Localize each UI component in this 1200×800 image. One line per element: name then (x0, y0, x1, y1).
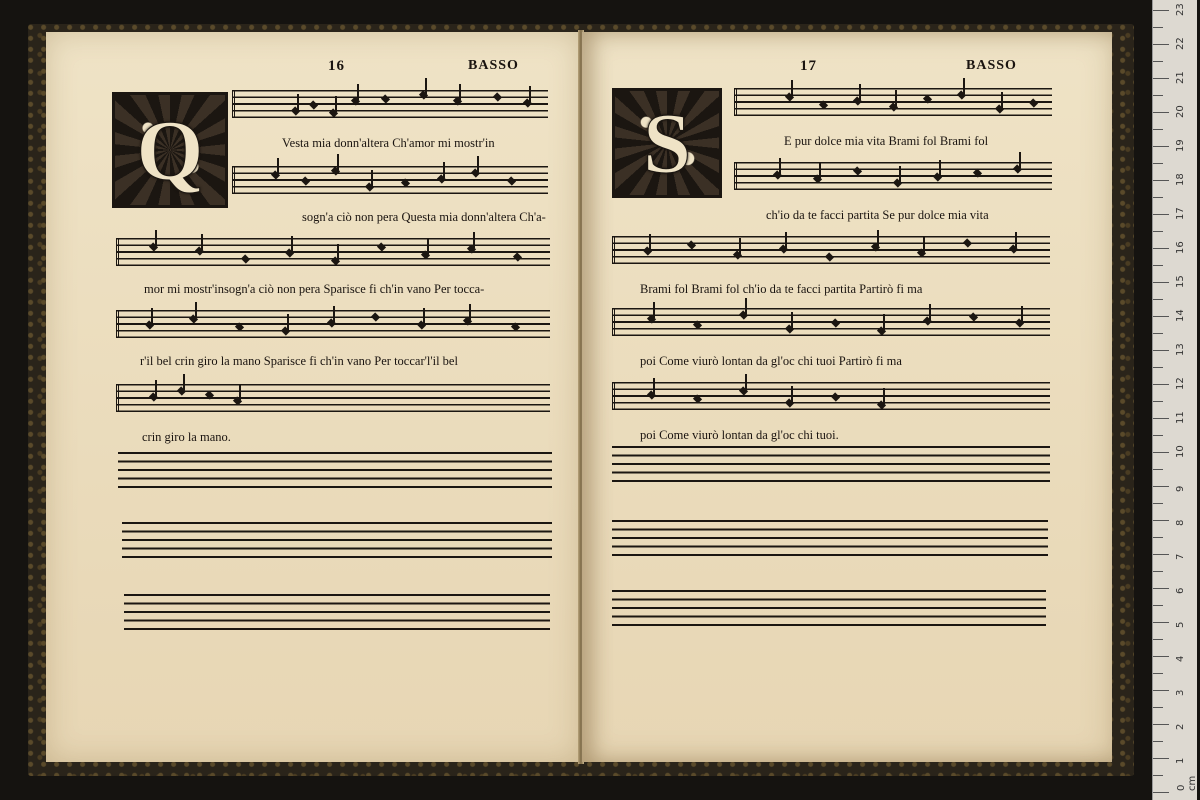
ruler-label: 18 (1175, 173, 1186, 186)
note-stem (151, 308, 153, 324)
ruler-half-tick (1153, 27, 1163, 28)
staff-5 (116, 384, 550, 412)
left-page-number: 16 (328, 58, 345, 74)
note (233, 396, 242, 405)
ruler-label: 11 (1175, 411, 1186, 424)
note (149, 242, 158, 251)
note (819, 100, 828, 109)
staff-1 (734, 88, 1052, 116)
ruler-tick (1153, 792, 1169, 793)
ruler-label: 2 (1175, 723, 1186, 730)
ruler-half-tick (1153, 605, 1163, 606)
ruler-tick (1153, 44, 1169, 45)
empty-staff (612, 446, 1050, 482)
note (973, 168, 982, 177)
note (687, 240, 696, 249)
note-stem (653, 378, 655, 394)
note (493, 92, 502, 101)
note (177, 386, 186, 395)
note (453, 96, 462, 105)
note (329, 108, 338, 117)
ruler-label: 8 (1175, 519, 1186, 526)
ruler-label: 12 (1175, 377, 1186, 390)
ruler-label: 10 (1175, 445, 1186, 458)
note-stem (1019, 152, 1021, 168)
note (647, 390, 656, 399)
note (813, 174, 822, 183)
lyric-line-1: E pur dolce mia vita Brami fol Brami fol (784, 134, 989, 148)
note-stem (963, 78, 965, 94)
ruler-half-tick (1153, 639, 1163, 640)
note (467, 244, 476, 253)
ruler-half-tick (1153, 435, 1163, 436)
note-stem (473, 232, 475, 248)
note-stem (895, 90, 897, 106)
lyric-line-1: Vesta mia donn'altera Ch'amor mi mostr'in (282, 136, 495, 150)
note (831, 318, 840, 327)
note-stem (337, 244, 339, 260)
decorated-initial-q (112, 92, 228, 208)
ruler-tick (1153, 554, 1169, 555)
note-stem (791, 312, 793, 328)
ruler-half-tick (1153, 707, 1163, 708)
empty-staff (124, 594, 550, 630)
note (1015, 318, 1024, 327)
note (995, 104, 1004, 113)
note-stem (929, 304, 931, 320)
note-stem (791, 80, 793, 96)
ruler-tick (1153, 282, 1169, 283)
note-stem (745, 374, 747, 390)
left-page (46, 32, 580, 762)
note-stem (791, 386, 793, 402)
note (871, 242, 880, 251)
note-stem (1021, 306, 1023, 322)
note (351, 96, 360, 105)
lyric-line-5: poi Come viurò lontan da gl'oc chi tuoi. (640, 428, 839, 442)
note (331, 166, 340, 175)
ruler-tick (1153, 724, 1169, 725)
ruler-tick (1153, 248, 1169, 249)
note-stem (469, 304, 471, 320)
empty-staff (122, 522, 552, 558)
note (693, 320, 702, 329)
note (331, 256, 340, 265)
note (401, 178, 410, 187)
staff-3 (612, 236, 1050, 264)
note (301, 176, 310, 185)
note (291, 106, 300, 115)
note (957, 90, 966, 99)
ruler-tick (1153, 112, 1169, 113)
note (831, 392, 840, 401)
note-stem (739, 238, 741, 254)
note (693, 394, 702, 403)
staff-2 (232, 166, 548, 194)
ruler-tick (1153, 690, 1169, 691)
ruler-half-tick (1153, 163, 1163, 164)
initial-letter: Q (136, 102, 204, 198)
note (235, 322, 244, 331)
clef-icon (116, 384, 133, 412)
note (513, 252, 522, 261)
staff-5 (612, 382, 1050, 410)
note (285, 248, 294, 257)
ruler-tick (1153, 758, 1169, 759)
note-stem (371, 170, 373, 186)
note-stem (333, 306, 335, 322)
ruler-unit: 0 cm (1176, 775, 1198, 791)
ruler-half-tick (1153, 741, 1163, 742)
ruler-half-tick (1153, 503, 1163, 504)
ruler-label: 20 (1175, 105, 1186, 118)
ruler-tick (1153, 10, 1169, 11)
note (853, 166, 862, 175)
note-stem (459, 84, 461, 100)
ruler-label: 4 (1175, 655, 1186, 662)
note (923, 94, 932, 103)
note-stem (337, 154, 339, 170)
note (733, 250, 742, 259)
note-stem (427, 238, 429, 254)
ruler-half-tick (1153, 299, 1163, 300)
ruler-tick (1153, 418, 1169, 419)
ruler-tick (1153, 520, 1169, 521)
clef-icon (232, 166, 249, 194)
note (923, 316, 932, 325)
staff-4 (612, 308, 1050, 336)
ruler-tick (1153, 146, 1169, 147)
note (377, 242, 386, 251)
note-stem (477, 156, 479, 172)
note-stem (201, 234, 203, 250)
note (785, 324, 794, 333)
ruler-half-tick (1153, 265, 1163, 266)
note (779, 244, 788, 253)
note (647, 314, 656, 323)
ruler-tick (1153, 622, 1169, 623)
note (523, 98, 532, 107)
ruler-label: 9 (1175, 485, 1186, 492)
note (327, 318, 336, 327)
note (463, 316, 472, 325)
clef-icon (612, 236, 629, 264)
ruler-label: 21 (1175, 71, 1186, 84)
lyric-line-3: mor mi mostr'insogn'a ciò non pera Sparisce fi ch'in vano Per tocca- (144, 282, 485, 296)
empty-staff (612, 590, 1046, 626)
note-stem (155, 230, 157, 246)
ruler-half-tick (1153, 537, 1163, 538)
note-stem (277, 158, 279, 174)
ruler-half-tick (1153, 61, 1163, 62)
ruler-half-tick (1153, 367, 1163, 368)
note (773, 170, 782, 179)
note-stem (859, 84, 861, 100)
note-stem (425, 78, 427, 94)
note (1013, 164, 1022, 173)
note (785, 398, 794, 407)
ruler-tick (1153, 214, 1169, 215)
note (877, 400, 886, 409)
note-stem (443, 162, 445, 178)
lyric-line-4: r'il bel crin giro la mano Sparisce fi ch'in vano Per toccar'l'il bel (140, 354, 458, 368)
note (893, 178, 902, 187)
ruler-label: 1 (1175, 757, 1186, 764)
note (241, 254, 250, 263)
decorated-initial-s (612, 88, 722, 198)
clef-icon (116, 238, 133, 266)
note (145, 320, 154, 329)
note (853, 96, 862, 105)
lyric-line-5: crin giro la mano. (142, 430, 231, 444)
ruler-tick (1153, 180, 1169, 181)
clef-icon (734, 162, 751, 190)
ruler-tick (1153, 350, 1169, 351)
ruler-tick (1153, 384, 1169, 385)
note (189, 314, 198, 323)
ruler-tick (1153, 588, 1169, 589)
ruler-half-tick (1153, 775, 1163, 776)
note-stem (183, 374, 185, 390)
note-stem (357, 84, 359, 100)
note (739, 386, 748, 395)
note-stem (819, 162, 821, 178)
ruler-label: 23 (1175, 3, 1186, 16)
ruler-half-tick (1153, 95, 1163, 96)
ruler-tick (1153, 78, 1169, 79)
note (785, 92, 794, 101)
ruler-half-tick (1153, 401, 1163, 402)
note-stem (335, 96, 337, 112)
note-stem (195, 302, 197, 318)
note-stem (877, 230, 879, 246)
empty-staff (118, 452, 552, 488)
note (205, 390, 214, 399)
note (381, 94, 390, 103)
ruler-label: 6 (1175, 587, 1186, 594)
clef-icon (116, 310, 133, 338)
note (877, 326, 886, 335)
note-stem (297, 94, 299, 110)
note-stem (287, 314, 289, 330)
ruler-tick (1153, 452, 1169, 453)
note (271, 170, 280, 179)
note-stem (1015, 232, 1017, 248)
note (471, 168, 480, 177)
note (739, 310, 748, 319)
ruler-tick (1153, 656, 1169, 657)
clef-icon (232, 90, 249, 118)
right-part-name: BASSO (966, 58, 1017, 73)
note-stem (653, 302, 655, 318)
staff-3 (116, 238, 550, 266)
note-stem (883, 388, 885, 404)
staff-2 (734, 162, 1052, 190)
note (963, 238, 972, 247)
ruler-half-tick (1153, 673, 1163, 674)
note (889, 102, 898, 111)
note (917, 248, 926, 257)
ruler-half-tick (1153, 571, 1163, 572)
lyric-line-2: sogn'a ciò non pera Questa mia donn'altera Ch'a- (302, 210, 546, 224)
ruler-half-tick (1153, 197, 1163, 198)
ruler-label: 19 (1175, 139, 1186, 152)
initial-letter: S (643, 95, 691, 191)
staff-1 (232, 90, 548, 118)
note (417, 320, 426, 329)
ruler-label: 22 (1175, 37, 1186, 50)
ruler-half-tick (1153, 333, 1163, 334)
note-stem (1001, 92, 1003, 108)
lyric-line-3: Brami fol Brami fol ch'io da te facci partita Partirò fi ma (640, 282, 923, 296)
ruler-label: 17 (1175, 207, 1186, 220)
ruler-label: 13 (1175, 343, 1186, 356)
note (437, 174, 446, 183)
note-stem (291, 236, 293, 252)
note (507, 176, 516, 185)
lyric-line-2: ch'io da te facci partita Se pur dolce mia vita (766, 208, 989, 222)
note (969, 312, 978, 321)
note-stem (779, 158, 781, 174)
ruler-label: 15 (1175, 275, 1186, 288)
ruler-tick (1153, 486, 1169, 487)
staff-4 (116, 310, 550, 338)
note (149, 392, 158, 401)
ruler-label: 5 (1175, 621, 1186, 628)
note-stem (745, 298, 747, 314)
empty-staff (612, 520, 1048, 556)
note-stem (939, 160, 941, 176)
ruler-label: 3 (1175, 689, 1186, 696)
note-stem (529, 86, 531, 102)
ruler-half-tick (1153, 129, 1163, 130)
lyric-line-4: poi Come viurò lontan da gl'oc chi tuoi Partirò fi ma (640, 354, 902, 368)
note (421, 250, 430, 259)
note-stem (923, 236, 925, 252)
clef-icon (612, 382, 629, 410)
note (371, 312, 380, 321)
ruler-label: 7 (1175, 553, 1186, 560)
note-stem (423, 308, 425, 324)
note (511, 322, 520, 331)
note (419, 90, 428, 99)
note (309, 100, 318, 109)
note (825, 252, 834, 261)
note (643, 246, 652, 255)
ruler-half-tick (1153, 231, 1163, 232)
note (1009, 244, 1018, 253)
note-stem (649, 234, 651, 250)
note (933, 172, 942, 181)
ruler-label: 14 (1175, 309, 1186, 322)
clef-icon (734, 88, 751, 116)
measuring-ruler (1152, 0, 1197, 800)
note-stem (883, 314, 885, 330)
left-part-name: BASSO (468, 58, 519, 73)
note (365, 182, 374, 191)
note-stem (899, 166, 901, 182)
note-stem (155, 380, 157, 396)
note-stem (239, 384, 241, 400)
note (281, 326, 290, 335)
ruler-label: 16 (1175, 241, 1186, 254)
clef-icon (612, 308, 629, 336)
note (1029, 98, 1038, 107)
right-page-number: 17 (800, 58, 817, 74)
note-stem (785, 232, 787, 248)
note (195, 246, 204, 255)
ruler-tick (1153, 316, 1169, 317)
ruler-half-tick (1153, 469, 1163, 470)
right-page (582, 32, 1112, 762)
